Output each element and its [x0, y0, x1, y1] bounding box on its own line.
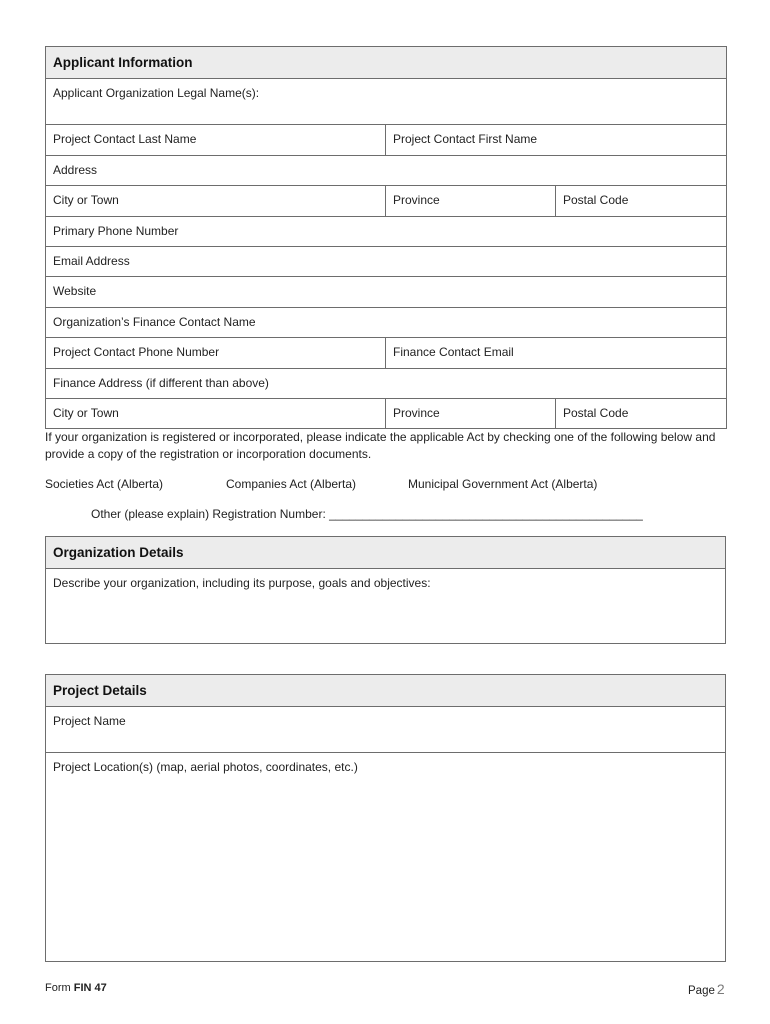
contact-phone-field[interactable]	[46, 338, 386, 369]
option-companies-act[interactable]: Companies Act (Alberta)	[226, 477, 357, 491]
project-location-field[interactable]	[46, 753, 726, 962]
finance-postal-code-label: Postal Code	[563, 406, 629, 420]
legal-name-field[interactable]	[46, 79, 727, 125]
contact-last-name-field[interactable]	[46, 125, 386, 156]
registration-note: If your organization is registered or incorporated, please indicate the applicable Act by checking one of the following below and provide a copy of the registration or incorporation documents.	[45, 430, 716, 461]
finance-contact-name-field[interactable]	[46, 308, 727, 338]
email-field[interactable]	[46, 247, 727, 277]
form-prefix: Form	[45, 982, 71, 994]
organization-description-field[interactable]	[46, 569, 726, 644]
other-registration-label: Other (please explain) Registration Number:	[91, 507, 326, 521]
applicant-information-table	[45, 46, 727, 429]
legal-name-label: Applicant Organization Legal Name(s):	[53, 86, 260, 100]
page-number: 2	[716, 981, 725, 997]
organization-details-header: Organization Details	[46, 537, 726, 569]
postal-code-field[interactable]	[556, 186, 727, 217]
finance-address-field[interactable]	[46, 369, 727, 399]
finance-address-label: Finance Address (if different than above)	[53, 376, 269, 390]
contact-last-name-label: Project Contact Last Name	[53, 132, 197, 146]
finance-email-label: Finance Contact Email	[393, 345, 514, 359]
address-label: Address	[53, 163, 98, 177]
contact-first-name-field[interactable]	[386, 125, 727, 156]
page-label: Page	[688, 985, 715, 997]
form-number	[45, 982, 107, 994]
finance-city-label: City or Town	[53, 406, 119, 420]
finance-contact-name-label: Organization’s Finance Contact Name	[53, 315, 256, 329]
address-field[interactable]	[46, 156, 727, 186]
option-societies-act[interactable]: Societies Act (Alberta)	[45, 477, 164, 491]
postal-code-label: Postal Code	[563, 193, 629, 207]
email-label: Email Address	[53, 254, 130, 268]
project-name-label: Project Name	[53, 714, 126, 728]
applicant-information-header: Applicant Information	[46, 47, 727, 79]
other-registration-line[interactable]: _______________________________________________	[329, 507, 643, 521]
finance-postal-code-field[interactable]	[556, 399, 727, 429]
project-details-header: Project Details	[46, 675, 726, 707]
finance-email-field[interactable]	[386, 338, 727, 369]
project-details-table	[45, 674, 726, 962]
finance-city-field[interactable]	[46, 399, 386, 429]
finance-province-field[interactable]	[386, 399, 556, 429]
primary-phone-field[interactable]	[46, 217, 727, 247]
website-field[interactable]	[46, 277, 727, 308]
province-label: Province	[393, 193, 440, 207]
option-municipal-government-act[interactable]: Municipal Government Act (Alberta)	[408, 477, 598, 491]
primary-phone-label: Primary Phone Number	[53, 224, 179, 238]
page-indicator	[688, 981, 725, 997]
option-other[interactable]	[91, 507, 643, 521]
organization-description-label: Describe your organization, including its purpose, goals and objectives:	[53, 576, 431, 590]
organization-details-table	[45, 536, 726, 644]
city-field[interactable]	[46, 186, 386, 217]
project-location-label: Project Location(s) (map, aerial photos, coordinates, etc.)	[53, 760, 358, 774]
contact-first-name-label: Project Contact First Name	[393, 132, 538, 146]
contact-phone-label: Project Contact Phone Number	[53, 345, 220, 359]
city-label: City or Town	[53, 193, 119, 207]
finance-province-label: Province	[393, 406, 440, 420]
website-label: Website	[53, 284, 97, 298]
project-name-field[interactable]	[46, 707, 726, 753]
province-field[interactable]	[386, 186, 556, 217]
form-id: FIN 47	[73, 982, 107, 994]
